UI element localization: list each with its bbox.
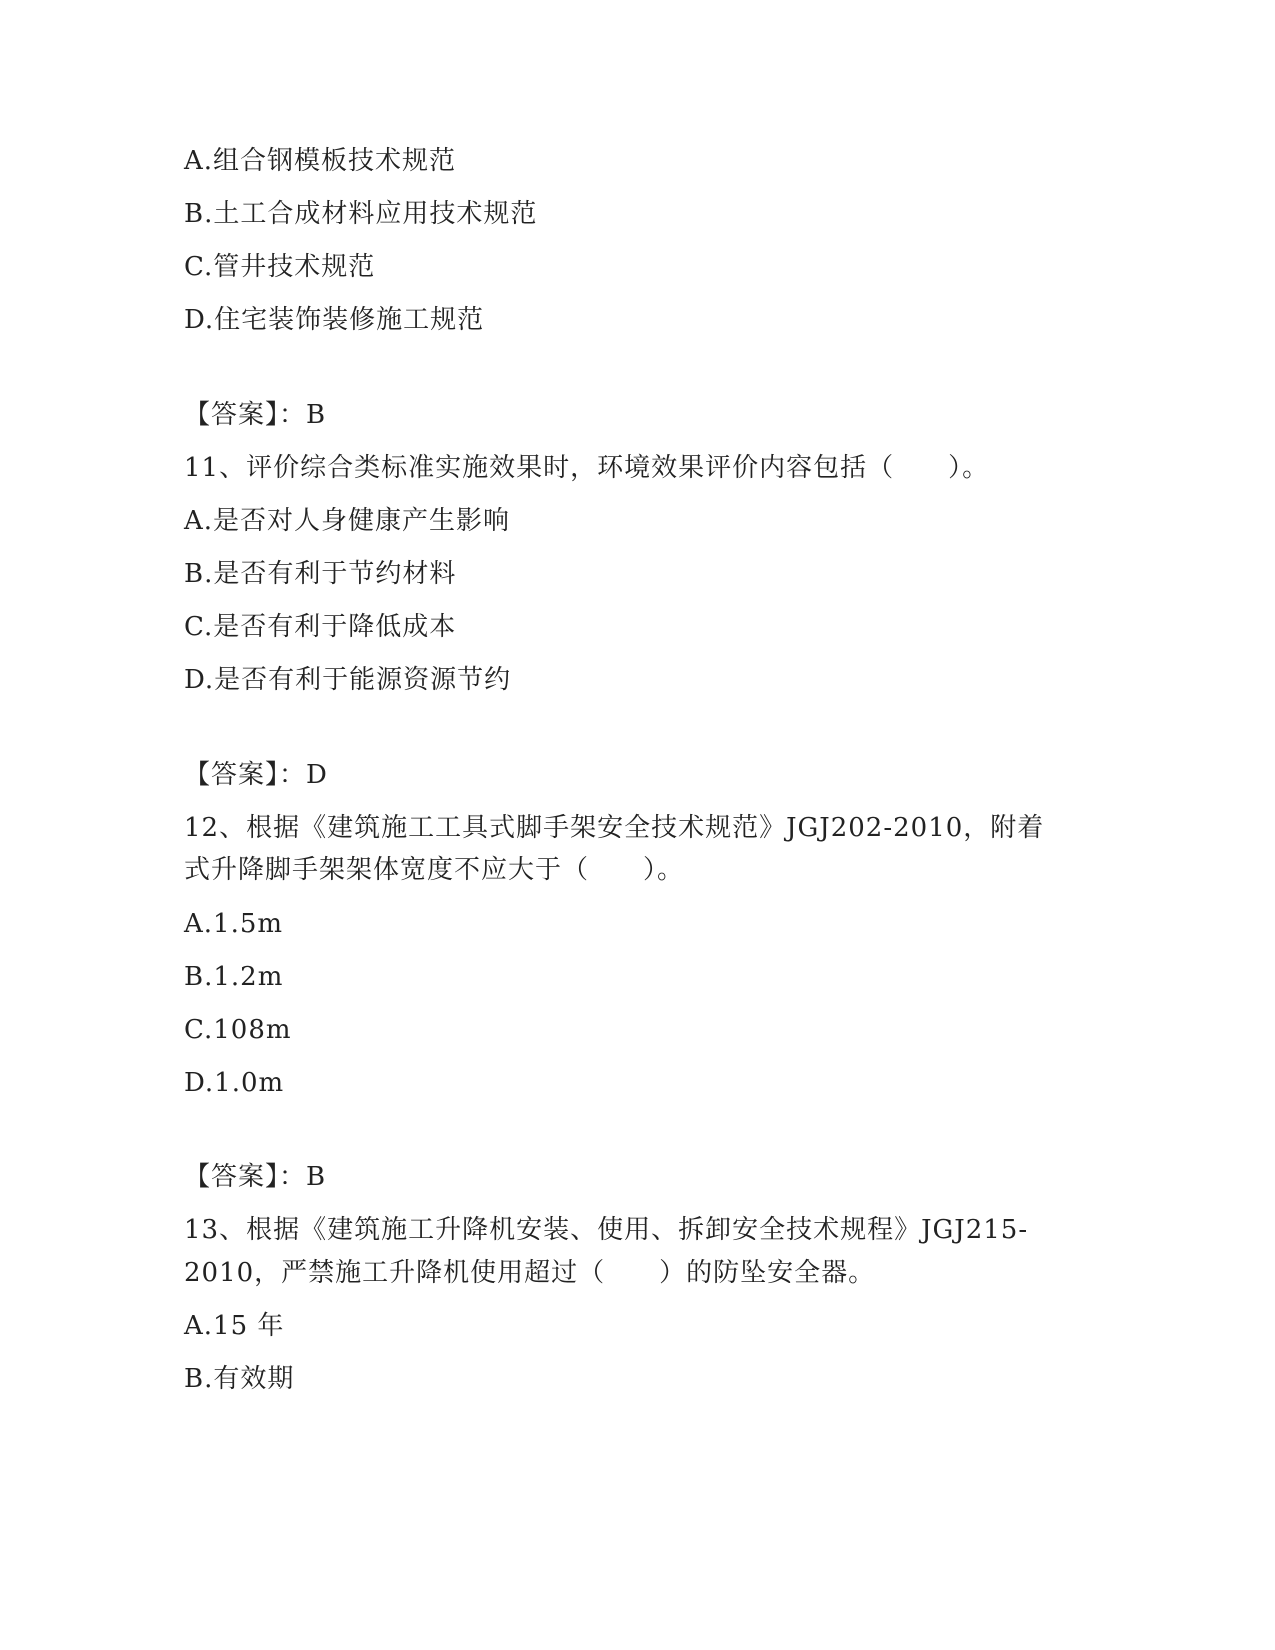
q11-option-b: B.是否有利于节约材料 xyxy=(184,559,457,589)
q12-stem-line1: 12、根据《建筑施工工具式脚手架安全技术规范》JGJ202-2010，附着 xyxy=(184,813,1045,843)
q11-stem: 11、评价综合类标准实施效果时，环境效果评价内容包括（ ）。 xyxy=(184,453,990,483)
q10-answer: 【答案】：B xyxy=(184,400,327,430)
q13-option-b: B.有效期 xyxy=(184,1364,295,1394)
q10-option-c: C.管井技术规范 xyxy=(184,252,376,282)
q11-answer: 【答案】：D xyxy=(184,760,328,790)
q10-option-d: D.住宅装饰装修施工规范 xyxy=(184,305,485,335)
q11-option-d: D.是否有利于能源资源节约 xyxy=(184,665,512,695)
q13-stem-line2: 2010，严禁施工升降机使用超过（ ）的防坠安全器。 xyxy=(184,1258,876,1288)
q13-stem-line1: 13、根据《建筑施工升降机安装、使用、拆卸安全技术规程》JGJ215- xyxy=(184,1215,1029,1245)
q12-option-d: D.1.0m xyxy=(184,1068,285,1098)
q13-option-a: A.15 年 xyxy=(184,1311,285,1341)
q12-option-b: B.1.2m xyxy=(184,962,284,992)
q12-option-c: C.108m xyxy=(184,1015,292,1045)
q12-stem-line2: 式升降脚手架架体宽度不应大于（ ）。 xyxy=(184,855,685,885)
q12-option-a: A.1.5m xyxy=(184,909,284,939)
q11-option-a: A.是否对人身健康产生影响 xyxy=(184,506,511,536)
q12-answer: 【答案】：B xyxy=(184,1162,327,1192)
q10-option-b: B.土工合成材料应用技术规范 xyxy=(184,199,538,229)
q11-option-c: C.是否有利于降低成本 xyxy=(184,612,457,642)
q10-option-a: A.组合钢模板技术规范 xyxy=(184,146,457,176)
